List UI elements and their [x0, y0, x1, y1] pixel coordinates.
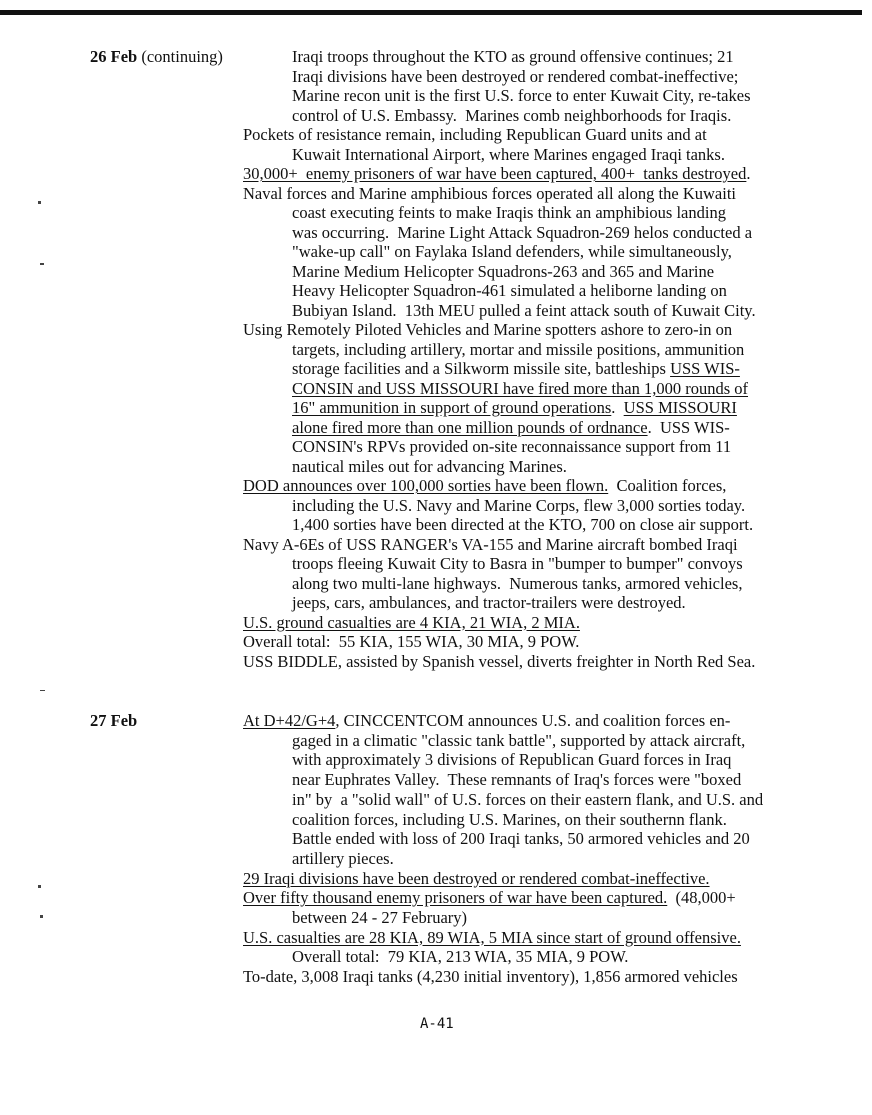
text-segment: USS BIDDLE, assisted by Spanish vessel, diverts freighter in North Red Sea.	[243, 651, 756, 671]
text-line	[292, 849, 394, 868]
text-line	[243, 613, 580, 632]
text-line	[243, 320, 732, 339]
text-line	[243, 967, 738, 986]
text-line	[292, 554, 743, 573]
underlined-text: U.S. ground casualties are 4 KIA, 21 WIA, 2 MIA.	[243, 612, 580, 632]
underlined-text: U.S. casualties are 28 KIA, 89 WIA, 5 MIA since start of ground offensive.	[243, 927, 741, 947]
text-line	[243, 632, 579, 651]
text-line	[292, 301, 756, 320]
text-line	[292, 731, 745, 750]
text-segment: Marine Medium Helicopter Squadrons-263 and 365 and Marine	[292, 261, 715, 281]
text-segment: .	[746, 164, 751, 183]
underlined-text: alone fired more than one million pounds of ordnance	[292, 417, 648, 437]
underlined-text: 30,000+ enemy prisoners of war have been captured, 400+ tanks destroyed	[243, 164, 747, 183]
text-segment: coalition forces, including U.S. Marines, on their southernn flank.	[292, 809, 727, 829]
text-line	[292, 398, 737, 417]
text-segment: .	[611, 398, 624, 417]
entry-date-day: 27 Feb	[90, 711, 138, 730]
text-line	[243, 869, 710, 888]
text-segment: troops fleeing Kuwait City to Basra in "bumper to bumper" convoys	[292, 554, 743, 573]
text-line	[292, 67, 738, 86]
underlined-text: 16" ammunition in support of ground operations	[292, 398, 612, 417]
text-segment: artillery pieces.	[292, 848, 394, 868]
text-line	[292, 770, 741, 789]
text-segment: near Euphrates Valley. These remnants of Iraq's forces were "boxed	[292, 770, 742, 790]
text-line	[292, 145, 725, 164]
text-line	[243, 888, 736, 907]
text-segment: , CINCCENTCOM announces U.S. and coalition forces en-	[335, 711, 731, 730]
underlined-text: At D+42/G+4	[243, 711, 336, 730]
text-segment: was occurring. Marine Light Attack Squadron-269 helos conducted a	[292, 222, 753, 242]
text-segment: along two multi-lane highways. Numerous tanks, armored vehicles,	[292, 573, 743, 593]
scan-speck	[40, 263, 44, 265]
text-segment: with approximately 3 divisions of Republican Guard forces in Iraq	[292, 750, 732, 770]
scan-speck	[40, 690, 45, 691]
underlined-text: USS MISSOURI	[623, 398, 737, 417]
text-segment: To-date, 3,008 Iraqi tanks (4,230 initial inventory), 1,856 armored vehicles	[243, 967, 738, 987]
text-line	[292, 359, 740, 378]
text-line	[292, 810, 727, 829]
text-segment: jeeps, cars, ambulances, and tractor-trailers were destroyed.	[292, 593, 686, 612]
text-line	[292, 515, 753, 534]
text-line	[243, 476, 726, 495]
text-segment: Iraqi troops throughout the KTO as ground offensive continues; 21	[292, 47, 734, 66]
text-segment: Kuwait International Airport, where Marines engaged Iraqi tanks.	[292, 144, 725, 164]
text-segment: nautical miles out for advancing Marines.	[292, 456, 567, 476]
text-line	[243, 164, 751, 183]
entry-date	[90, 711, 137, 731]
scan-speck	[38, 885, 41, 888]
text-line	[292, 750, 731, 769]
text-segment: CONSIN's RPVs provided on-site reconnaissance support from 11	[292, 437, 732, 456]
text-segment: Heavy Helicopter Squadron-461 simulated a heliborne landing on	[292, 281, 727, 300]
text-segment: . USS WIS-	[647, 417, 730, 437]
text-line	[243, 184, 736, 203]
text-line	[292, 908, 467, 927]
text-line	[243, 928, 741, 947]
text-line	[292, 340, 744, 359]
text-line	[292, 418, 730, 437]
text-line	[243, 535, 738, 554]
text-line	[292, 574, 742, 593]
text-line	[292, 790, 763, 809]
page-number: A-41	[420, 1016, 454, 1032]
text-segment: Overall total: 55 KIA, 155 WIA, 30 MIA, 9 POW.	[243, 632, 580, 651]
underlined-text: 29 Iraqi divisions have been destroyed or rendered combat-ineffective.	[243, 868, 710, 888]
text-segment: control of U.S. Embassy. Marines comb neighborhoods for Iraqis.	[292, 105, 732, 125]
scan-speck	[40, 915, 43, 918]
text-segment: 1,400 sorties have been directed at the KTO, 700 on close air support.	[292, 515, 754, 534]
text-segment: in" by a "solid wall" of U.S. forces on their eastern flank, and U.S. and	[292, 789, 764, 809]
underlined-text: USS WIS-	[670, 359, 740, 378]
text-segment: including the U.S. Navy and Marine Corps, flew 3,000 sorties today.	[292, 495, 746, 515]
text-line	[292, 47, 734, 66]
text-line	[292, 829, 750, 848]
text-line	[292, 437, 731, 456]
text-line	[292, 496, 745, 515]
text-line	[243, 125, 707, 144]
text-segment: Iraqi divisions have been destroyed or rendered combat-ineffective;	[292, 66, 739, 86]
text-line	[292, 281, 727, 300]
text-line	[292, 379, 748, 398]
text-segment: Pockets of resistance remain, including Republican Guard units and at	[243, 125, 707, 144]
entry-date	[90, 47, 223, 67]
text-line	[292, 262, 714, 281]
text-segment: Coalition forces,	[608, 476, 727, 495]
entry-date-day: 26 Feb	[90, 47, 138, 66]
text-line	[292, 242, 732, 261]
text-line	[292, 106, 731, 125]
text-segment: Marine recon unit is the first U.S. force to enter Kuwait City, re-takes	[292, 86, 751, 105]
text-line	[292, 593, 686, 612]
underlined-text: Over fifty thousand enemy prisoners of war have been captured.	[243, 888, 668, 908]
text-line	[292, 457, 567, 476]
text-line	[243, 652, 755, 671]
text-segment: Navy A-6Es of USS RANGER's VA-155 and Marine aircraft bombed Iraqi	[243, 534, 738, 554]
text-segment: coast executing feints to make Iraqis think an amphibious landing	[292, 203, 726, 222]
text-segment: (48,000+	[667, 888, 736, 908]
text-segment: "wake-up call" on Faylaka Island defenders, while simultaneously,	[292, 242, 732, 261]
text-line	[292, 86, 751, 105]
text-segment: between 24 - 27 February)	[292, 908, 468, 927]
text-line	[292, 223, 752, 242]
text-segment: storage facilities and a Silkworm missile site, battleships	[292, 359, 671, 378]
text-segment: targets, including artillery, mortar and missile positions, ammunition	[292, 339, 745, 359]
text-segment: gaged in a climatic "classic tank battle", supported by attack aircraft,	[292, 730, 746, 750]
top-rule	[0, 10, 862, 15]
text-line	[292, 203, 726, 222]
text-line	[243, 711, 730, 730]
entry-date-note: (continuing)	[137, 47, 223, 66]
text-line	[292, 947, 628, 966]
underlined-text: DOD announces over 100,000 sorties have been flown.	[243, 476, 609, 495]
text-segment: Bubiyan Island. 13th MEU pulled a feint attack south of Kuwait City.	[292, 300, 756, 320]
text-segment: Naval forces and Marine amphibious forces operated all along the Kuwaiti	[243, 183, 736, 203]
scan-speck	[38, 201, 41, 204]
underlined-text: CONSIN and USS MISSOURI have fired more than 1,000 rounds of	[292, 378, 749, 398]
text-segment: Battle ended with loss of 200 Iraqi tanks, 50 armored vehicles and 20	[292, 829, 750, 849]
text-segment: Overall total: 79 KIA, 213 WIA, 35 MIA, 9 POW.	[292, 947, 629, 967]
text-segment: Using Remotely Piloted Vehicles and Marine spotters ashore to zero-in on	[243, 320, 733, 339]
